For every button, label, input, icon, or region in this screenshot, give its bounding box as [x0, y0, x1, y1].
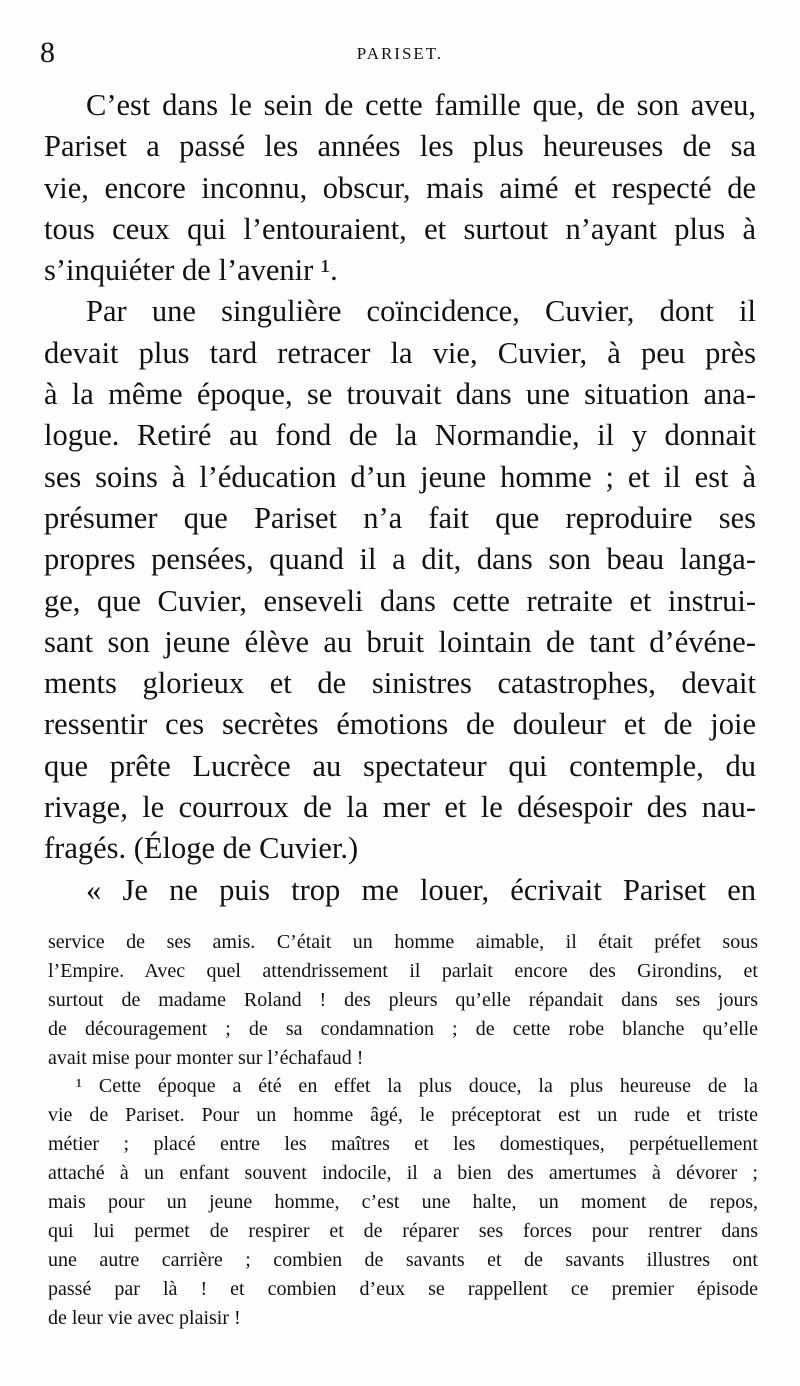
text-line: ressentir ces secrètes émotions de douleur et de joie — [44, 707, 756, 742]
text-line: s’inquiéter de l’avenir ¹. — [44, 253, 338, 288]
text-line: devait plus tard retracer la vie, Cuvier, à peu près — [44, 335, 756, 370]
footnote-line: de leur vie avec plaisir ! — [48, 1306, 241, 1329]
footnote-line: vie de Pariset. Pour un homme âgé, le préceptorat est un rude et triste — [48, 1104, 758, 1127]
text-line: Pariset a passé les années les plus heureuses de sa — [44, 129, 756, 164]
footnote-line: passé par là ! et combien d’eux se rappellent ce premier épisode — [48, 1277, 758, 1300]
page-header — [40, 34, 760, 74]
text-line: ses soins à l’éducation d’un jeune homme ; et il est à — [44, 459, 756, 494]
text-line: propres pensées, quand il a dit, dans son beau langa- — [44, 542, 756, 577]
footnote-line: de découragement ; de sa condamnation ; de cette robe blanche qu’elle — [48, 1017, 758, 1040]
text-line: présumer que Pariset n’a fait que reproduire ses — [44, 500, 756, 535]
text-line: à la même époque, se trouvait dans une situation ana- — [44, 377, 756, 412]
footnote-line: mais pour un jeune homme, c’est une halte, un moment de repos, — [48, 1191, 758, 1214]
footnote-line: surtout de madame Roland ! des pleurs qu’elle répandait dans ses jours — [48, 988, 758, 1011]
text-line: que prête Lucrèce au spectateur qui contemple, du — [44, 748, 756, 783]
footnote-line: service de ses amis. C’était un homme aimable, il était préfet sous — [48, 931, 758, 953]
text-line: ge, que Cuvier, enseveli dans cette retraite et instrui- — [44, 583, 756, 618]
page-number: 8 — [40, 36, 55, 69]
footnote-line: attaché à un enfant souvent indocile, il a bien des amertumes à dévorer ; — [48, 1162, 758, 1185]
footnote-line: l’Empire. Avec quel attendrissement il parlait encore des Girondins, et — [48, 959, 758, 982]
footnotes — [48, 928, 758, 1332]
text-line: C’est dans le sein de cette famille que, de son aveu, — [86, 88, 756, 122]
text-line: sant son jeune élève au bruit lointain de tant d’événe- — [44, 624, 756, 659]
text-line: rivage, le courroux de la mer et le désespoir des nau- — [44, 790, 756, 825]
text-line: tous ceux qui l’entouraient, et surtout n’ayant plus à — [44, 211, 756, 246]
text-line: logue. Retiré au fond de la Normandie, il y donnait — [44, 418, 756, 453]
footnote-line: qui lui permet de respirer et de réparer ses forces pour rentrer dans — [48, 1219, 758, 1242]
running-head: PARISET. — [356, 44, 444, 63]
text-line: Par une singulière coïncidence, Cuvier, dont il — [86, 294, 756, 329]
text-line: « Je ne puis trop me louer, écrivait Pariset en — [86, 872, 756, 907]
footnote-line: une autre carrière ; combien de savants et de savants illustres ont — [48, 1248, 758, 1271]
footnote-line: ¹ Cette époque a été en effet la plus douce, la plus heureuse de la — [76, 1075, 758, 1098]
text-line: fragés. (Éloge de Cuvier.) — [44, 831, 359, 866]
text-line: vie, encore inconnu, obscur, mais aimé et respecté de — [44, 170, 756, 205]
text-line: ments glorieux et de sinistres catastrophes, devait — [44, 666, 756, 701]
footnote-line: avait mise pour monter sur l’échafaud ! — [48, 1046, 364, 1069]
footnote-line: métier ; placé entre les maîtres et les domestiques, perpétuellement — [48, 1133, 758, 1156]
main-text — [44, 85, 756, 911]
